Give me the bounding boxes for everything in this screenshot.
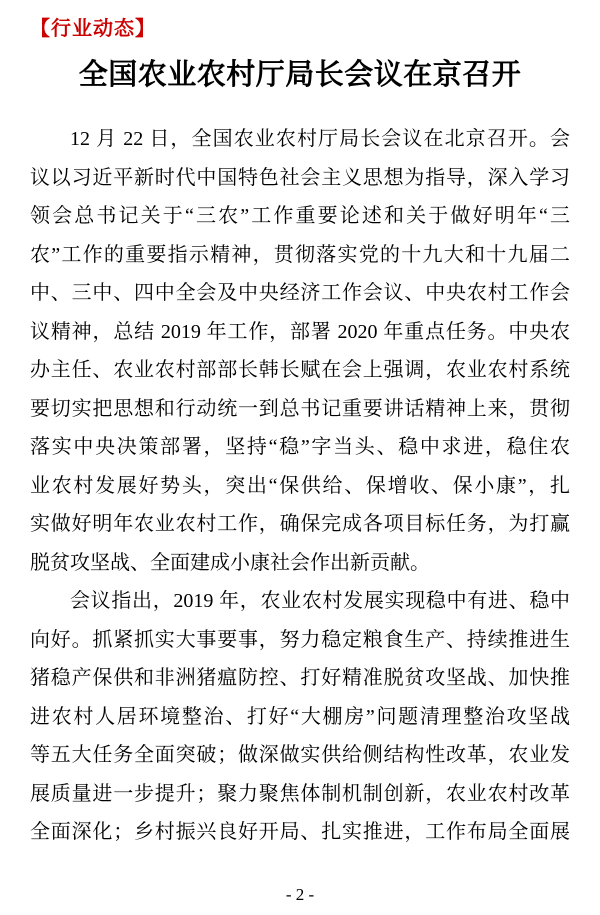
body-line: 会议指出，2019 年，农业农村发展实现稳中有进、稳中 bbox=[70, 590, 570, 612]
body-line: 脱贫攻坚战、全面建成小康社会作出新贡献。 bbox=[30, 551, 430, 574]
body-line: 12 月 22 日，全国农业农村厅局长会议在北京召开。会 bbox=[70, 128, 570, 150]
article-body bbox=[30, 120, 570, 852]
body-line: 办主任、农业农村部部长韩长赋在会上强调，农业农村系统 bbox=[30, 359, 570, 381]
body-line: 实做好明年农业农村工作，确保完成各项目标任务，为打赢 bbox=[30, 513, 570, 535]
body-line: 要切实把思想和行动统一到总书记重要讲话精神上来，贯彻 bbox=[30, 397, 570, 420]
body-line: 议精神，总结 2019 年工作，部署 2020 年重点任务。中央农 bbox=[30, 320, 570, 343]
body-line: 展质量进一步提升；聚力聚焦体制机制创新，农业农村改革 bbox=[30, 782, 570, 805]
body-line: 议以习近平新时代中国特色社会主义思想为指导，深入学习 bbox=[30, 166, 570, 189]
page-title: 全国农业农村厅局长会议在京召开 bbox=[78, 59, 522, 91]
body-line: 向好。抓紧抓实大事要事，努力稳定粮食生产、持续推进生 bbox=[30, 628, 570, 651]
body-line: 农”工作的重要指示精神，贯彻落实党的十九大和十九届二 bbox=[30, 243, 570, 266]
body-line: 领会总书记关于“三农”工作重要论述和关于做好明年“三 bbox=[30, 205, 570, 227]
body-line: 落实中央决策部署，坚持“稳”字当头、稳中求进，稳住农 bbox=[30, 436, 570, 458]
page-number: - 2 - bbox=[285, 885, 315, 904]
body-line: 全面深化；乡村振兴良好开局、扎实推进，工作布局全面展 bbox=[30, 821, 570, 843]
body-line: 中、三中、四中全会及中央经济工作会议、中央农村工作会 bbox=[30, 282, 570, 304]
body-line: 猪稳产保供和非洲猪瘟防控、打好精准脱贫攻坚战、加快推 bbox=[30, 667, 570, 689]
body-line: 等五大任务全面突破；做深做实供给侧结构性改革，农业发 bbox=[30, 744, 570, 766]
body-line: 业农村发展好势头，突出“保供给、保增收、保小康”，扎 bbox=[30, 474, 570, 497]
body-line: 进农村人居环境整治、打好“大棚房”问题清理整治攻坚战 bbox=[30, 705, 570, 728]
section-header: 【行业动态】 bbox=[30, 18, 156, 40]
